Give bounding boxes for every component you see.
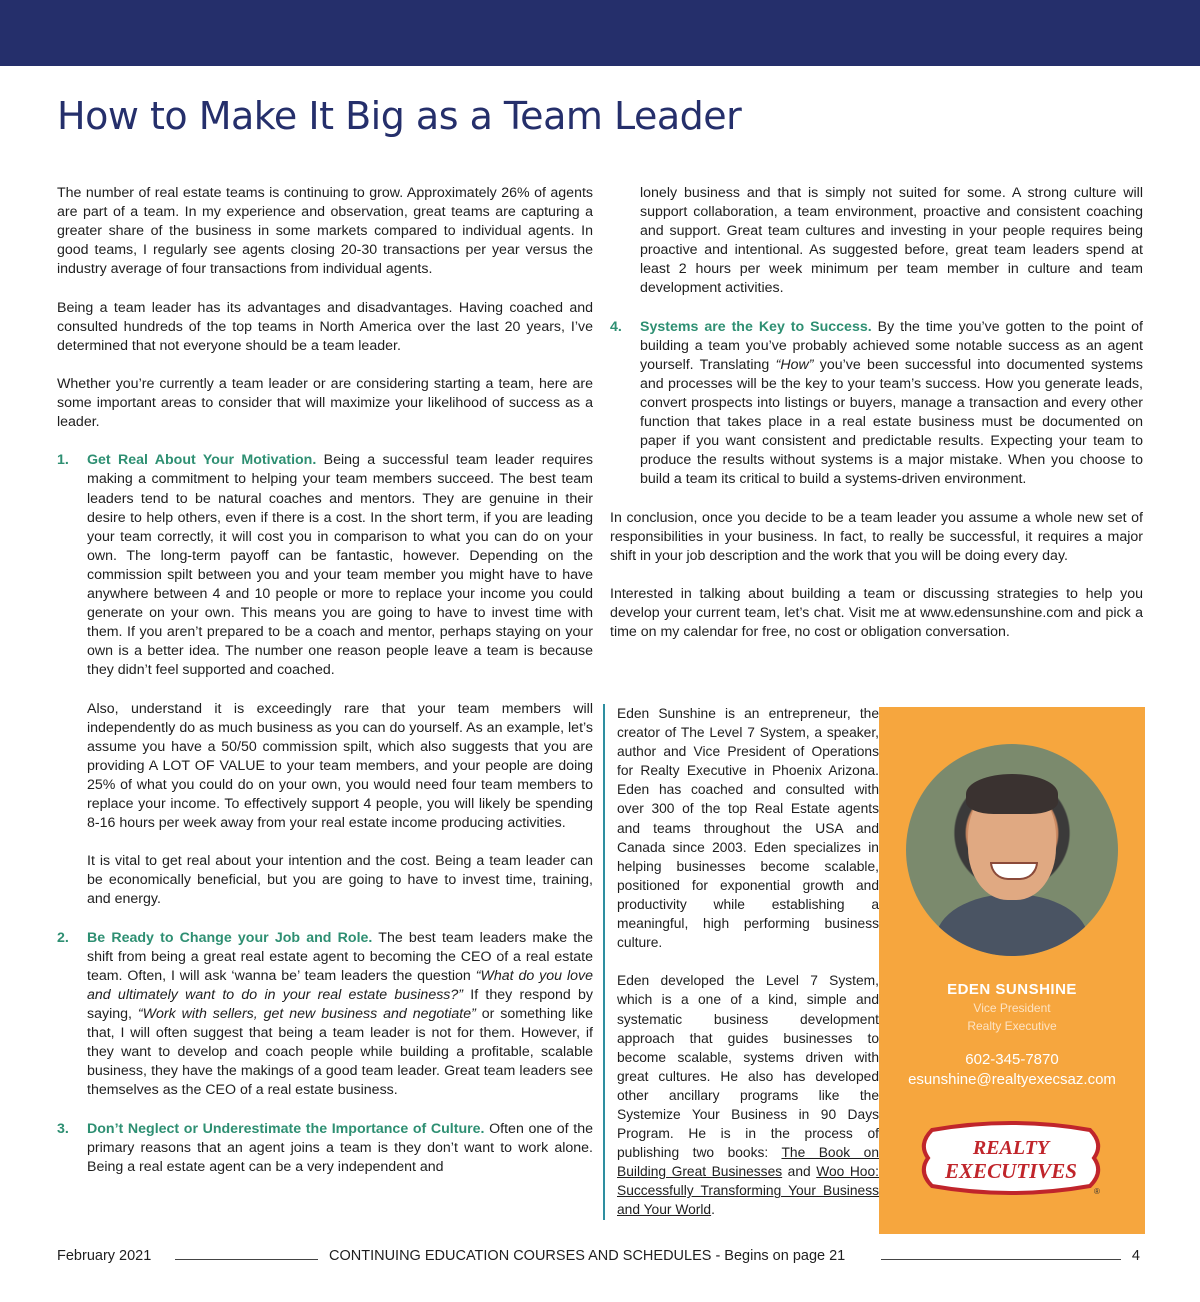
bio-paragraph (617, 971, 879, 1219)
conclusion-paragraph: In conclusion, once you decide to be a team leader you assume a whole new set of responsibilities in your business. In fact, to really be successful, it requires a major shift in your job description and the work that you will be doing every day. (610, 509, 1143, 564)
footer-date: February 2021 (57, 1248, 152, 1264)
culture-continued: lonely business and that is simply not suited for some. A strong culture will support collaboration, a team environment, proactive and consistent coaching and support. Great team cultures and investing in your people requires being proactive and intentional. As suggested before, great team leaders spend at least 2 hours per week minimum per team member in culture and team development activities. (640, 185, 1143, 297)
book-link-great-businesses[interactable]: The Book on Building Great Businesses (617, 1145, 880, 1180)
item-heading: Get Real About Your Motivation. (87, 452, 317, 469)
item-text: or something like that, I will often suggest that being a team leader is not for them. However, if they want to develop and coach people while building a profitable, scalable business, they have the makings of a good team leader. Great team leaders see themselves as the CEO of a real estate business. (87, 1006, 593, 1099)
item-number: 1. (57, 452, 69, 469)
item-quote: “How” (775, 356, 814, 373)
bio-text: Eden developed the Level 7 System, which is a one of a kind, simple and systematic business development approach that guides businesses to become scalable, systems driven with great cultures. He also has developed other ancillary programs like the Systemize Your Business in 90 Days Program. He is in the process of publishing two books: (617, 973, 879, 1161)
item-heading: Be Ready to Change your Job and Role. (87, 929, 373, 946)
intro-paragraph: The number of real estate teams is continuing to grow. Approximately 26% of agents are part of a team. In my experience and observation, great teams are capturing a greater share of the business in some markets compared to individual agents. In good teams, I regularly see agents closing 20-30 transactions per year versus the industry average of four transactions from individual agents. (57, 185, 593, 278)
footer-rule (881, 1259, 1121, 1260)
logo-registered-mark: ® (1094, 1187, 1100, 1196)
item-text: Often one of the primary reasons that an agent joins a team is they don’t want to work alone. Being a real estate agent can be a very independent and (87, 1120, 593, 1175)
item-paragraph: It is vital to get real about your intention and the cost. Being a team leader can be economically beneficial, but you are going to have to invest time, training, and energy. (87, 853, 593, 908)
author-photo (906, 744, 1118, 956)
author-card (879, 707, 1145, 1234)
item-number: 4. (610, 318, 622, 335)
author-role: Vice President (973, 1001, 1051, 1015)
book-link-woo-hoo[interactable]: Woo Hoo: Successfully Transforming Your Business and Your World (617, 1164, 879, 1218)
footer-rule (175, 1259, 318, 1260)
bio-text: . (711, 1202, 715, 1218)
item-text: If they respond by saying, (87, 986, 593, 1023)
author-bio (603, 704, 879, 1220)
top-banner (0, 0, 1200, 66)
item-number: 2. (57, 929, 69, 946)
list-item-culture (57, 1120, 593, 1177)
logo-text-line2: EXECUTIVES (945, 1159, 1077, 1183)
item-text: The best team leaders make the shift from being a great real estate agent to becoming the CEO of a real estate team. Often, I will ask ‘wanna be’ team leaders the question (87, 929, 594, 984)
item-quote: “What do you love and ultimately want to do in your real estate business?” (87, 967, 593, 1003)
item-text: By the time you’ve gotten to the point of building a team you’ve probably achieved some notable success as an agent yourself. Translating (640, 318, 1143, 373)
list-item-role (57, 929, 593, 1101)
author-phone[interactable]: 602-345-7870 (965, 1051, 1059, 1068)
author-email[interactable]: esunshine@realtyexecsaz.com (908, 1071, 1116, 1088)
right-column (610, 184, 1143, 661)
item-heading: Systems are the Key to Success. (640, 318, 872, 335)
pros-cons-paragraph: Being a team leader has its advantages and disadvantages. Having coached and consulted hundreds of the top teams in North America over the last 20 years, I’ve determined that not everyone should be a team leader. (57, 299, 593, 354)
page-footer (57, 1248, 1140, 1270)
footer-section-title: CONTINUING EDUCATION COURSES AND SCHEDULES - Begins on page 21 (329, 1248, 846, 1264)
page-number: 4 (1131, 1248, 1140, 1264)
list-item-systems (610, 318, 1143, 490)
realty-executives-logo (918, 1120, 1104, 1196)
left-column (57, 184, 593, 1196)
item-quote: “Work with sellers, get new business and negotiate” (137, 1006, 476, 1023)
logo-text-line1: REALTY (972, 1137, 1050, 1159)
bio-text: and (787, 1164, 811, 1180)
author-company: Realty Executive (967, 1019, 1057, 1033)
article-title: How to Make It Big as a Team Leader (57, 94, 742, 138)
item-text: Being a successful team leader requires making a commitment to helping your team members succeed. The best team leaders tend to be natural coaches and mentors. They are genuine in their desire to help others, even if there is a cost. In the short term, if you are leading your team correctly, it will cost you in comparison to what you can do on your own. The long-term payoff can be fantastic, however. Depending on the commission spilt between you and your team member you might have to have anywhere between 4 and 10 people or more to replace your income you could generate on your own. This means you are going to have to invest time with them. If you aren’t prepared to be a coach and mentor, perhaps staying on your own is a better idea. The number one reason people leave a team is because they didn’t feel supported and coached. (87, 452, 593, 679)
author-name: EDEN SUNSHINE (947, 981, 1077, 998)
item-heading: Don’t Neglect or Underestimate the Importance of Culture. (87, 1120, 485, 1137)
bio-paragraph: Eden Sunshine is an entrepreneur, the creator of The Level 7 System, a speaker, author and Vice President of Operations for Realty Executive in Phoenix Arizona. Eden has coached and consulted with over 300 of the top Real Estate agents and teams throughout the USA and Canada since 2003. Eden specializes in helping businesses become scalable, positioned for exponential growth and productivity while establishing a meaningful, high performing business culture. (617, 706, 879, 951)
item-number: 3. (57, 1120, 69, 1137)
item-paragraph: Also, understand it is exceedingly rare that your team members will independently do as much business as you can do yourself. As an example, let’s assume you have a 50/50 commission spilt, which also suggests that you are providing A LOT OF VALUE to your team members, and your people are doing 25% of what you could do on your own, you would need four team members to replace your income. To effectively support 4 people, you will likely be spending 8-16 hours per week away from your real estate income producing activities. (87, 700, 593, 832)
areas-paragraph: Whether you’re currently a team leader or are considering starting a team, here are some important areas to consider that will maximize your likelihood of success as a leader. (57, 375, 593, 431)
list-item-motivation (57, 451, 593, 909)
contact-paragraph: Interested in talking about building a team or discussing strategies to help you develop your current team, let’s chat. Visit me at www.edensunshine.com and pick a time on my calendar for free, no cost or obligation conversation. (610, 585, 1143, 641)
item-text: you’ve been successful into documented systems and processes will be the key to your team’s success. How you generate leads, convert prospects into listings or buyers, manage a transaction and every other function that takes place in a real estate business must be documented on paper if you want consistent and predictable results. Expecting your team to produce the results without systems is a major mistake. When you choose to build a team its critical to build a systems-driven environment. (640, 356, 1143, 488)
